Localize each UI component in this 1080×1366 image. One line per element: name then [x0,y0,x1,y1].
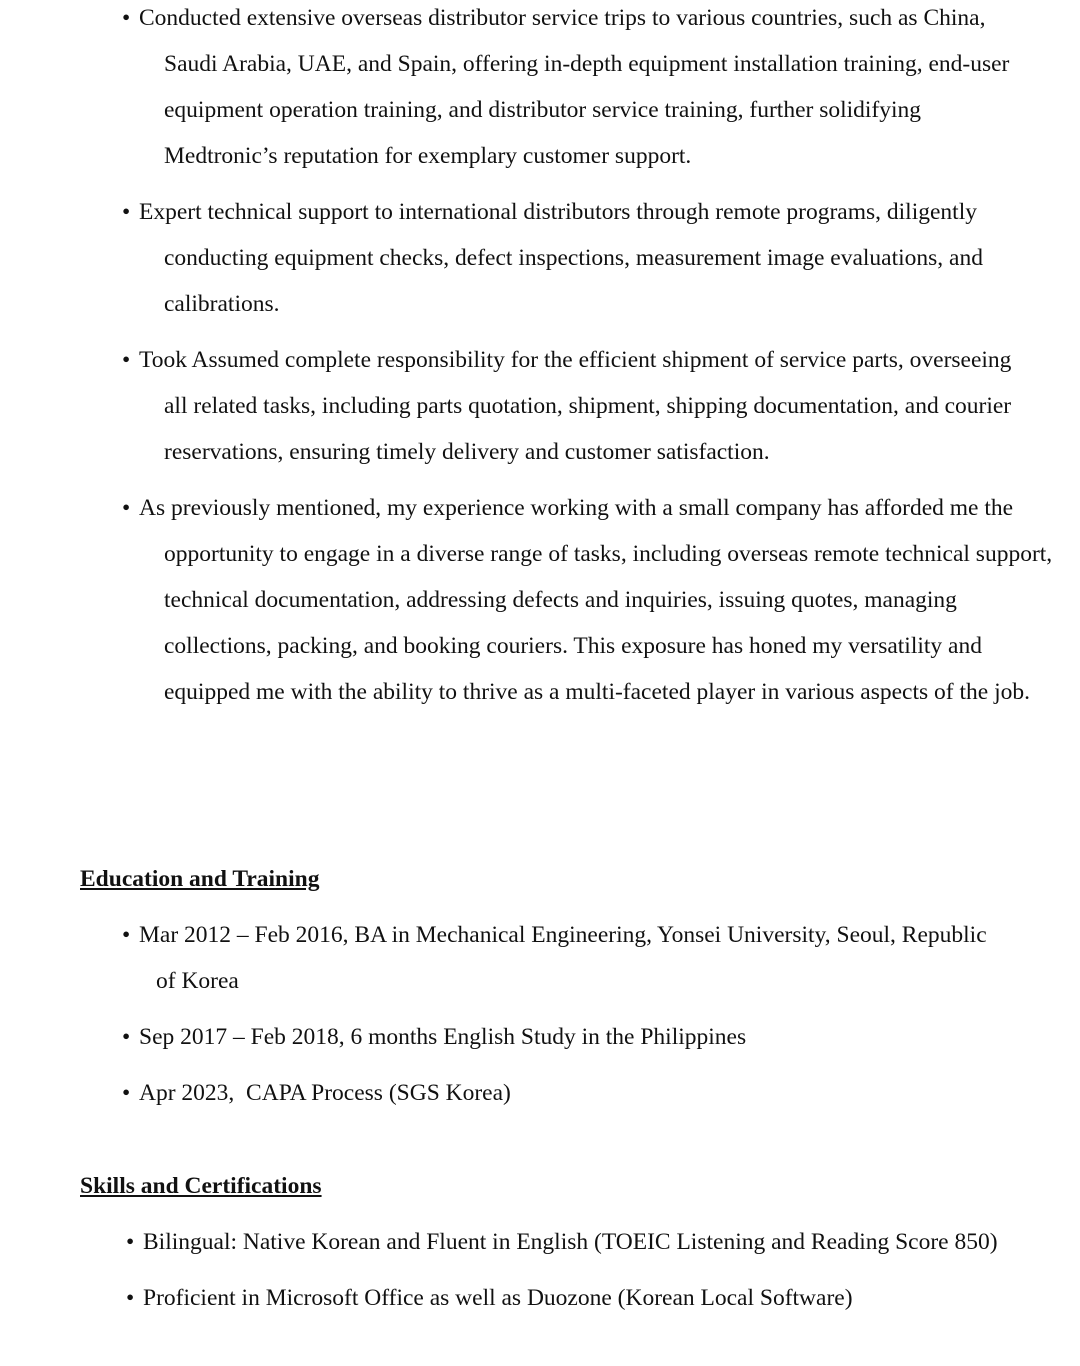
bullet-icon: • [122,495,131,521]
bullet-icon: • [122,922,131,948]
list-item [122,1070,1022,1116]
list-item [122,189,1034,327]
skills-bullet-text: Proficient in Microsoft Office as well as Duozone (Korean Local Software) [143,1285,853,1311]
bullet-icon: • [122,199,131,225]
skills-bullet-text: Bilingual: Native Korean and Fluent in English (TOEIC Listening and Reading Score 850) [143,1229,998,1255]
skills-section-title: Skills and Certifications [80,1173,322,1199]
bullet-icon: • [126,1285,135,1311]
bullet-icon: • [122,347,131,373]
bullet-icon: • [122,1024,131,1050]
list-item [126,1219,999,1265]
bullet-icon: • [126,1229,135,1255]
experience-bullet-list [122,0,1053,725]
education-bullet-text: Mar 2012 – Feb 2016, BA in Mechanical Engineering, Yonsei University, Seoul, Republic of Korea [139,922,987,994]
education-bullet-text: Apr 2023, CAPA Process (SGS Korea) [139,1080,511,1106]
list-item [122,0,1034,179]
experience-bullet-text: Conducted extensive overseas distributor service trips to various countries, such as China, Saudi Arabia, UAE, and Spain, offering in-depth equipment installation training, end-user equipment operation training, and distributor service training, further solidifying Medtronic’s reputation for exemplary customer support. [139,5,1010,169]
bullet-icon: • [122,5,131,31]
list-item [126,1275,1026,1321]
experience-bullet-text: As previously mentioned, my experience working with a small company has afforded me the opportunity to engage in a diverse range of tasks, including overseas remote technical support, technical documentation, addressing defects and inquiries, issuing quotes, managing collections, packing, and booking couriers. This exposure has honed my versatility and equipped me with the ability to thrive as a multi-faceted player in various aspects of the job. [139,495,1053,705]
education-bullet-text: Sep 2017 – Feb 2018, 6 months English Study in the Philippines [139,1024,747,1050]
list-item [122,1014,1022,1060]
list-item [122,337,1024,475]
experience-bullet-text: Expert technical support to international distributors through remote programs, diligently conducting equipment checks, defect inspections, measurement image evaluations, and calibrations. [139,199,983,317]
skills-bullet-list [126,1219,1026,1331]
list-item [122,912,996,1004]
list-item [122,485,1054,715]
experience-bullet-text: Took Assumed complete responsibility for the efficient shipment of service parts, overseeing all related tasks, including parts quotation, shipment, shipping documentation, and courier reservations, ensuring timely delivery and customer satisfaction. [139,347,1012,465]
education-section-title: Education and Training [80,866,320,892]
bullet-icon: • [122,1080,131,1106]
education-bullet-list [122,912,1022,1126]
